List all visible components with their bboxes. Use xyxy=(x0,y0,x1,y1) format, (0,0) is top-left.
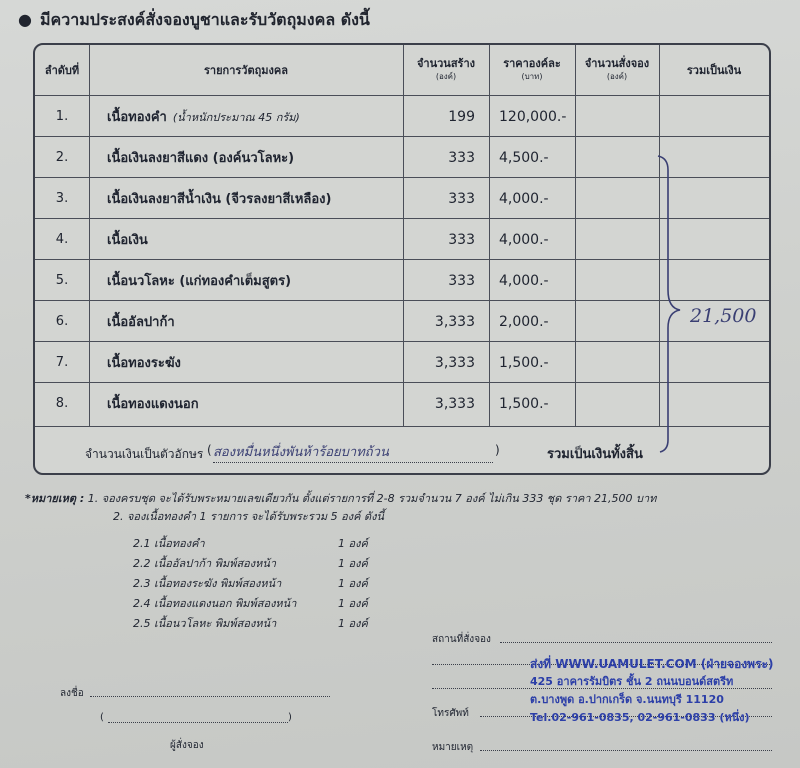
item-name xyxy=(89,260,403,301)
row-number: 6. xyxy=(55,314,69,329)
sign-label: ลงชื่อ xyxy=(60,688,84,699)
order-quantity-field[interactable] xyxy=(575,96,659,137)
item-name xyxy=(89,383,403,424)
row-number: 4. xyxy=(55,232,69,247)
row-number: 1. xyxy=(55,109,69,124)
header-no: ลำดับที่ xyxy=(44,63,80,77)
item-name xyxy=(89,96,403,137)
note-2: 2. จองเนื้อทองคำ 1 รายการ จะได้รับพระรวม 5 องค์ ดังนี้ xyxy=(113,510,385,523)
remark-line[interactable] xyxy=(480,750,772,751)
item-name-text: เนื้อเงินลงยาสีแดง (องค์นวโลหะ) xyxy=(107,151,295,166)
order-quantity-field[interactable] xyxy=(575,260,659,301)
amount-in-words-label: จำนวนเงินเป็นตัวอักษร xyxy=(85,447,204,461)
item-name xyxy=(89,301,403,342)
unit-price: 120,000.- xyxy=(499,108,567,125)
bullet-icon: ● xyxy=(18,10,32,29)
order-form-page: ● มีความประสงค์สั่งจองบูชาและรับวัตถุมงคล ดังนี้ ลำดับที่ รายการวัตถุมงคล จำนวนสร้าง (องค์) ราคาองค์ละ (บาท) จำนวนสั่งจอง (องค์) รวมเป็นเงิน 1. เนื้อทองคำ (น้ำหนักประมาณ 45 กรัม) 199 120,000.- 2. เนื้อเงินลงยาสีแดง (องค์นวโลหะ) 333 4,500.- 3. เนื้อเงินลงยาสีน้ำเงิน (จีวรลงยาสีเหลือง) 333 4,000.- 4. เนื้อเงิน 333 4,000.- 5. เนื้อนวโลหะ (แก่ทองคำเต็มสูตร) 333 4,000.- 6. เนื้ออัลปาก้า 3,333 2,000.- 7. เนื้อทองระฆัง 3,333 1,500.- 8. เนื้อทองแดงนอก 3,333 1,500.- จำนวนเงินเป็นตัวอักษร ( สองหมื่นหนึ่งพันห้าร้อยบาทถ้วน ) รวมเป็นเงินทั้งสิ้น 21,500 *หมายเหตุ : 1. จองครบชุด จะได้รับพระหมายเลขเดียวกัน ตั้งแต่รายการที่ 2-8 รวมจำนวน 7 องค์ ไม่เกิน 333 ชุด ราคา 21,500 บาท 2. จองเนื้อทองคำ 1 รายการ จะได้รับพระรวม 5 องค์ ดังนี้ 2.1 เนื้อทองคำ 1 องค์ 2.2 เนื้ออัลปาก้า พิมพ์สองหน้า 1 องค์ 2.3 เนื้อทองระฆัง พิมพ์สองหน้า 1 องค์ 2.4 เนื้อทองแดงนอก พิมพ์สองหน้า 1 องค์ 2.5 เนื้อนวโลหะ พิมพ์สองหน้า 1 องค์ สถานที่สั่งจอง ลงชื่อ ( ) ผู้สั่งจอง โทรศัพท์ หมายเหตุ ส่งที่ WWW.UAMULET.COM (ฝ่ายจองพระ) 425 อาคารรัมบิตร ชั้น 2 ถนนบอนด์สตรีท ต.บางพูด อ.ปากเกร็ด จ.นนทบุรี 11120 Tel.02-961-0835, 02-961-0833 (หนึ่ง) xyxy=(0,0,800,768)
unit-price: 1,500.- xyxy=(499,354,549,371)
notes-label: *หมายเหตุ : xyxy=(25,492,85,505)
amount-in-words-handwritten: สองหมื่นหนึ่งพันห้าร้อยบาทถ้วน xyxy=(213,441,493,463)
row-number: 7. xyxy=(55,355,69,370)
note-sub-item: 2.3 เนื้อทองระฆัง พิมพ์สองหน้า 1 องค์ xyxy=(133,577,368,590)
order-place-line[interactable] xyxy=(500,642,772,643)
item-name-text: เนื้อเงินลงยาสีน้ำเงิน (จีวรลงยาสีเหลือง) xyxy=(107,192,332,207)
header-item: รายการวัตถุมงคล xyxy=(204,63,288,77)
item-name xyxy=(89,342,403,383)
built-count: 3,333 xyxy=(434,395,475,412)
item-name-text: เนื้อทองคำ xyxy=(107,110,167,125)
item-name xyxy=(89,137,403,178)
notes-section xyxy=(25,490,656,526)
built-count: 333 xyxy=(448,272,475,289)
built-count: 199 xyxy=(448,108,475,125)
handwritten-total: 21,500 xyxy=(690,305,757,327)
note-sub-item: 2.4 เนื้อทองแดงนอก พิมพ์สองหน้า 1 องค์ xyxy=(133,597,368,610)
row-sum-field[interactable] xyxy=(659,96,769,137)
orderer-name-line[interactable] xyxy=(108,722,288,723)
header-order: จำนวนสั่งจอง (องค์) xyxy=(584,57,650,81)
item-name xyxy=(89,219,403,260)
note-sub-item: 2.2 เนื้ออัลปาก้า พิมพ์สองหน้า 1 องค์ xyxy=(133,557,368,570)
orderer-label: ผู้สั่งจอง xyxy=(170,740,204,751)
table-footer-row: จำนวนเงินเป็นตัวอักษร ( สองหมื่นหนึ่งพันห้าร้อยบาทถ้วน ) รวมเป็นเงินทั้งสิ้น xyxy=(35,426,769,474)
form-heading: ● มีความประสงค์สั่งจองบูชาและรับวัตถุมงคล ดังนี้ xyxy=(18,10,370,29)
built-count: 333 xyxy=(448,231,475,248)
order-quantity-field[interactable] xyxy=(575,219,659,260)
unit-price: 4,500.- xyxy=(499,149,549,166)
header-sum: รวมเป็นเงิน xyxy=(686,63,742,77)
row-number: 3. xyxy=(55,191,69,206)
sign-line[interactable] xyxy=(90,696,330,697)
item-name-text: เนื้อทองระฆัง xyxy=(107,356,181,371)
built-count: 3,333 xyxy=(434,354,475,371)
unit-price: 2,000.- xyxy=(499,313,549,330)
order-quantity-field[interactable] xyxy=(575,178,659,219)
order-quantity-field[interactable] xyxy=(575,383,659,424)
item-name xyxy=(89,178,403,219)
note-sub-item: 2.5 เนื้อนวโลหะ พิมพ์สองหน้า 1 องค์ xyxy=(133,617,368,630)
row-number: 8. xyxy=(55,396,69,411)
order-quantity-field[interactable] xyxy=(575,137,659,178)
built-count: 333 xyxy=(448,149,475,166)
note-sub-item: 2.1 เนื้อทองคำ 1 องค์ xyxy=(133,537,368,550)
row-number: 2. xyxy=(55,150,69,165)
item-name-text: เนื้อเงิน xyxy=(107,233,148,248)
order-quantity-field[interactable] xyxy=(575,342,659,383)
row-number: 5. xyxy=(55,273,69,288)
phone-label: โทรศัพท์ xyxy=(432,708,469,719)
unit-price: 1,500.- xyxy=(499,395,549,412)
header-built: จำนวนสร้าง (องค์) xyxy=(416,57,475,81)
remark-label: หมายเหตุ xyxy=(432,742,474,753)
header-price: ราคาองค์ละ (บาท) xyxy=(503,57,561,81)
item-name-text: เนื้อนวโลหะ (แก่ทองคำเต็มสูตร) xyxy=(107,274,292,289)
order-quantity-field[interactable] xyxy=(575,301,659,342)
unit-price: 4,000.- xyxy=(499,231,549,248)
order-place-label: สถานที่สั่งจอง xyxy=(432,634,491,645)
built-count: 333 xyxy=(448,190,475,207)
unit-price: 4,000.- xyxy=(499,190,549,207)
sender-address-stamp: ส่งที่ WWW.UAMULET.COM (ฝ่ายจองพระ) 425 อาคารรัมบิตร ชั้น 2 ถนนบอนด์สตรีท ต.บางพูด อ.ปากเกร็ด จ.นนทบุรี 11120 Tel.02-961-0835, 02-961-0833 (หนึ่ง) xyxy=(530,657,774,724)
built-count: 3,333 xyxy=(434,313,475,330)
grand-total-label: รวมเป็นเงินทั้งสิ้น xyxy=(547,447,643,462)
unit-price: 4,000.- xyxy=(499,272,549,289)
item-note: (น้ำหนักประมาณ 45 กรัม) xyxy=(172,110,300,124)
item-name-text: เนื้อทองแดงนอก xyxy=(107,397,199,412)
item-name-text: เนื้ออัลปาก้า xyxy=(107,315,175,330)
note-1: 1. จองครบชุด จะได้รับพระหมายเลขเดียวกัน ตั้งแต่รายการที่ 2-8 รวมจำนวน 7 องค์ ไม่เกิน 333 ชุด ราคา 21,500 บาท xyxy=(87,492,657,505)
